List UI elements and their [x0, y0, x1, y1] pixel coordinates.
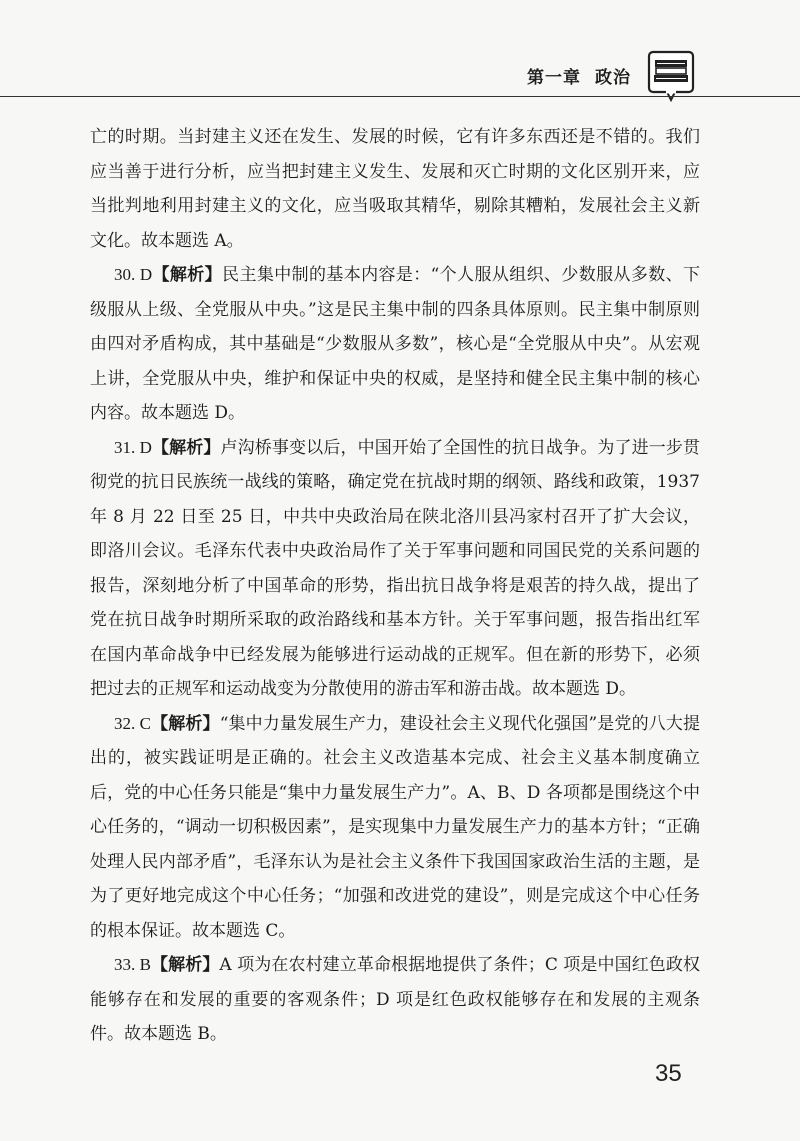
- analysis-tag: 【解析】: [151, 437, 221, 458]
- paragraph-text: 民主集中制的基本内容是：“个人服从组织、少数服从多数、下级服从上级、全党服从中央。”这是民主集中制的四条具体原则。民主集中制原则由四对矛盾构成，其中基础是“少数服从多数”，核心是“全党服从中央”。从宏观上讲，全党服从中央，维护和保证中央的权威，是坚持和健全民主集中制的核心内容。故本题选 D。: [90, 265, 700, 423]
- page-number: 35: [655, 1060, 682, 1087]
- chapter-number: 第一章: [527, 68, 581, 88]
- header-divider: [0, 96, 800, 97]
- book-stack-icon: [647, 50, 695, 102]
- answer-number: 32. C: [114, 713, 151, 733]
- answer-explanations: [90, 120, 700, 1052]
- chapter-subject: 政治: [595, 68, 631, 88]
- answer-number: 31. D: [114, 437, 152, 457]
- page-header: [0, 0, 800, 100]
- answer-number: 30. D: [114, 265, 153, 284]
- paragraph-text: 卢沟桥事变以后，中国开始了全国性的抗日战争。为了进一步贯彻党的抗日民族统一战线的策略，确定党在抗战时期的纲领、路线和政策，1937 年 8 月 22 日至 25 日，中共中央政治局在陕北洛川县冯家村召开了扩大会议，即洛川会议。毛泽东代表中央政治局作了关于军事问题和同国民党的关系问题的报告，深刻地分析了中国革命的形势，指出抗日战争将是艰苦的持久战，提出了党在抗日战争时期所采取的政治路线和基本方针。关于军事问题，报告指出红军在国内革命战争中已经发展为能够进行运动战的正规军。但在新的形势下，必须把过去的正规军和运动战变为分散使用的游击军和游击战。故本题选 D。: [90, 437, 700, 699]
- analysis-tag: 【解析】: [150, 713, 220, 734]
- paragraph-text: 亡的时期。当封建主义还在发生、发展的时候，它有许多东西还是不错的。我们应当善于进行分析，应当把封建主义发生、发展和灭亡时期的文化区别开来，应当批判地利用封建主义的文化，应当吸取其精华，剔除其糟粕，发展社会主义新文化。故本题选 A。: [90, 127, 700, 251]
- analysis-tag: 【解析】: [150, 955, 220, 975]
- answer-number: 33. B: [114, 955, 151, 974]
- answer-32: [90, 707, 700, 949]
- answer-30: [90, 258, 700, 431]
- analysis-tag: 【解析】: [152, 265, 223, 285]
- chapter-title: [527, 63, 631, 88]
- paragraph-continuation: [90, 120, 700, 258]
- paragraph-text: “集中力量发展生产力，建设社会主义现代化强国”是党的八大提出的，被实践证明是正确的。社会主义改造基本完成、社会主义基本制度确立后，党的中心任务只能是“集中力量发展生产力”。A、B、D 各项都是围绕这个中心任务的，“调动一切积极因素”，是实现集中力量发展生产力的基本方针；“正确处理人民内部矛盾”，毛泽东认为是社会主义条件下我国国家政治生活的主题，是为了更好地完成这个中心任务；“加强和改进党的建设”，则是完成这个中心任务的根本保证。故本题选 C。: [90, 713, 700, 941]
- answer-33: [90, 948, 700, 1052]
- answer-31: [90, 431, 700, 707]
- paragraph-text: A 项为在农村建立革命根据地提供了条件；C 项是中国红色政权能够存在和发展的重要的客观条件；D 项是红色政权能够存在和发展的主观条件。故本题选 B。: [90, 955, 701, 1044]
